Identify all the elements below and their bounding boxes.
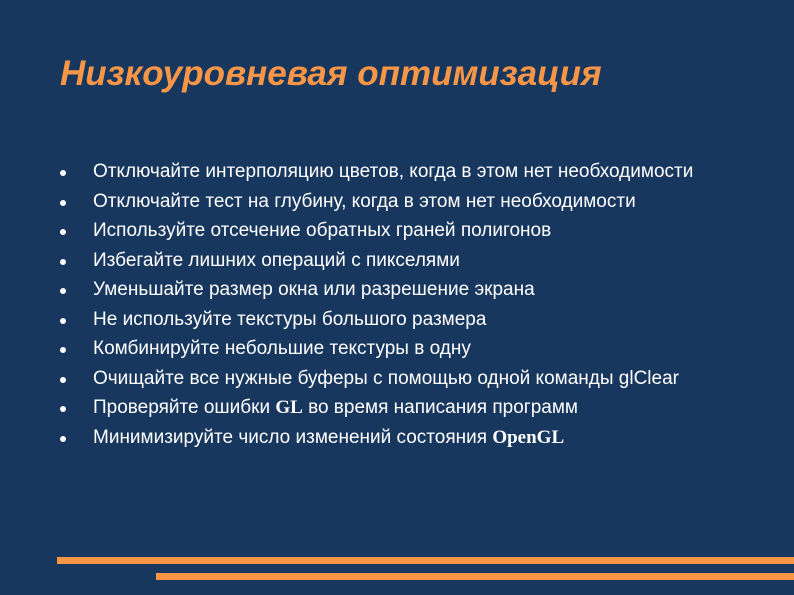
bullet-item (60, 246, 760, 276)
bullet-item (60, 157, 760, 187)
bullet-item (60, 216, 760, 246)
bullet-dot-icon (60, 347, 66, 353)
bullet-item (60, 305, 760, 335)
bullet-text: Используйте отсечение обратных граней полигонов (93, 220, 552, 241)
bullet-dot-icon (60, 377, 66, 383)
bullet-item (60, 187, 760, 217)
bullet-text: Отключайте тест на глубину, когда в этом нет необходимости (93, 190, 636, 212)
slide-title: Низкоуровневая оптимизация (60, 54, 602, 93)
bullet-item (60, 364, 760, 394)
accent-bar-top (57, 557, 794, 564)
bullet-text: Избегайте лишних операций с пикселями (93, 249, 460, 271)
bullet-code: GL (275, 397, 303, 418)
bullet-text: Отключайте интерполяцию цветов, когда в этом нет необходимости (93, 161, 694, 182)
bullet-dot-icon (60, 229, 66, 235)
bullet-dot-icon (60, 406, 66, 412)
bullet-text: Не используйте текстуры большого размера (93, 308, 487, 330)
bullet-dot-icon (60, 318, 66, 324)
bullet-list (60, 157, 760, 452)
bullet-text: Очищайте все нужные буферы с помощью одной команды glClear (93, 367, 679, 389)
bullet-dot-icon (60, 170, 66, 176)
bullet-text: Проверяйте ошибки (93, 397, 276, 418)
bullet-item (60, 423, 760, 453)
bullet-text: Минимизируйте число изменений состояния (93, 426, 493, 448)
bullet-dot-icon (60, 259, 66, 265)
bullet-text: Уменьшайте размер окна или разрешение экрана (93, 279, 535, 300)
bullet-text: Комбинируйте небольшие текстуры в одну (93, 338, 471, 359)
bullet-item (60, 393, 760, 423)
bullet-text-after: во время написания программ (302, 397, 578, 418)
bullet-dot-icon (60, 436, 66, 442)
bullet-item (60, 334, 760, 364)
bullet-dot-icon (60, 200, 66, 206)
bullet-dot-icon (60, 288, 66, 294)
bullet-code: OpenGL (492, 426, 565, 448)
bullet-item (60, 275, 760, 305)
accent-bar-bottom (156, 573, 794, 580)
